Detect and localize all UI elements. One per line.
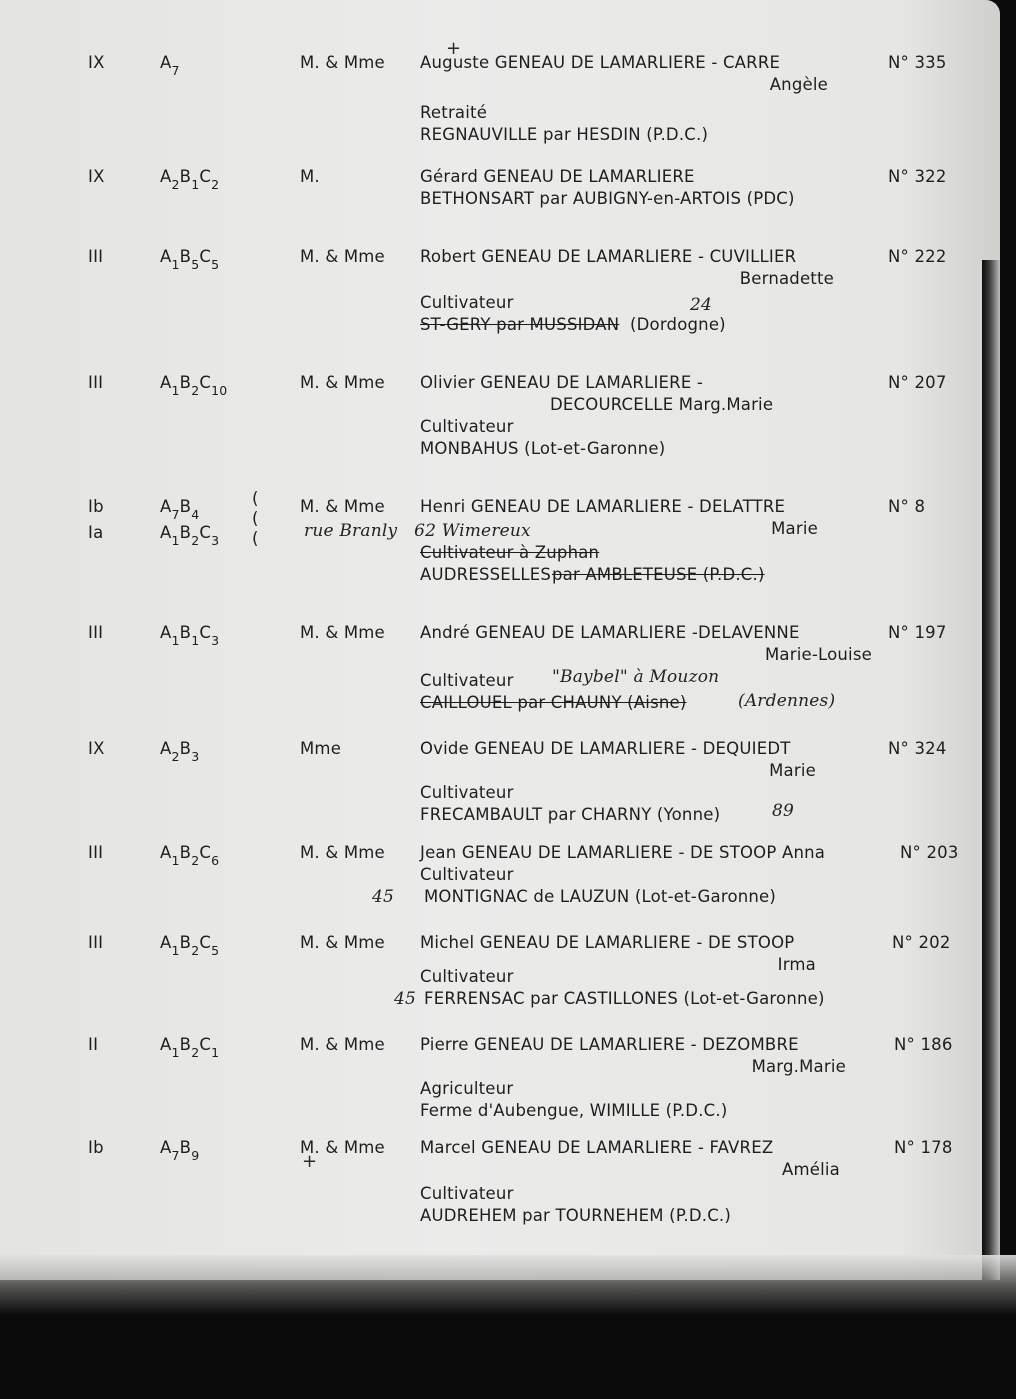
page-edge-shadow (982, 260, 1000, 1280)
address: FRECAMBAULT par CHARNY (Yonne) (420, 805, 721, 824)
occupation: Cultivateur (420, 293, 514, 312)
person-name: Jean GENEAU DE LAMARLIERE - DE STOOP Anna (420, 843, 826, 862)
address: MONBAHUS (Lot-et-Garonne) (420, 439, 666, 458)
person-name: Auguste GENEAU DE LAMARLIERE - CARRE (420, 53, 781, 72)
address: MONTIGNAC de LAUZUN (Lot-et-Garonne) (424, 887, 777, 906)
member-number: N° 202 (892, 933, 951, 952)
handwritten-address: "Baybel" à Mouzon (552, 667, 720, 687)
person-name: Robert GENEAU DE LAMARLIERE - CUVILLIER (420, 247, 797, 266)
entry-class: IX (88, 167, 105, 186)
bracket-mark: ( (252, 489, 259, 508)
genealogy-code: $A_1B_5C_5$ (160, 247, 220, 272)
genealogy-code: $A_1B_2C_{10}$ (160, 373, 228, 398)
person-name: Henri GENEAU DE LAMARLIERE - DELATTRE (420, 497, 786, 516)
occupation: Agriculteur (420, 1079, 514, 1098)
occupation: Cultivateur (420, 1184, 514, 1203)
entry-class: III (88, 843, 104, 862)
genealogy-code: $A_1B_2C_6$ (160, 843, 220, 868)
entry-class-secondary: Ia (88, 523, 104, 542)
genealogy-code: $A_1B_1C_3$ (160, 623, 220, 648)
occupation: Cultivateur (420, 417, 514, 436)
address-struck: CAILLOUEL par CHAUNY (Aisne) (420, 693, 687, 712)
honorific: M. & Mme (300, 373, 385, 392)
honorific: M. & Mme (300, 623, 385, 642)
occupation: Cultivateur (420, 671, 514, 690)
person-name: Ovide GENEAU DE LAMARLIERE - DEQUIEDT (420, 739, 791, 758)
handwritten-address: rue Branly 62 Wimereux (304, 521, 531, 541)
occupation: Cultivateur (420, 865, 514, 884)
person-name: Olivier GENEAU DE LAMARLIERE - (420, 373, 704, 392)
spouse-name: Marie (771, 519, 818, 538)
address-struck: ST-GERY par MUSSIDAN (420, 315, 620, 334)
entry-class: IX (88, 53, 105, 72)
address: AUDRESSELLES (420, 565, 552, 584)
spouse-name: Angèle (769, 75, 828, 94)
entry-class: Ib (88, 1138, 104, 1157)
honorific: M. & Mme (300, 1138, 385, 1157)
member-number: N° 203 (900, 843, 959, 862)
honorific: M. & Mme (300, 843, 385, 862)
handwritten-dept-number: 45 (372, 887, 395, 907)
handwritten-dept-number: 24 (690, 295, 713, 315)
spouse-name: Amélia (782, 1160, 840, 1179)
handwritten-dept-number: 89 (772, 801, 795, 821)
spouse-name: Marg.Marie (751, 1057, 846, 1076)
member-number: N° 335 (888, 53, 947, 72)
genealogy-code-secondary: $A_1B_2C_3$ (160, 523, 220, 548)
member-number: N° 207 (888, 373, 947, 392)
member-number: N° 222 (888, 247, 947, 266)
occupation: Cultivateur (420, 967, 514, 986)
entry-class: Ib (88, 497, 104, 516)
honorific: M. & Mme (300, 497, 385, 516)
entry-class: II (88, 1035, 99, 1054)
entry-class: III (88, 373, 104, 392)
spouse-name: Irma (777, 955, 816, 974)
genealogy-code: $A_2B_3$ (160, 739, 200, 764)
entry-class: IX (88, 739, 105, 758)
member-number: N° 324 (888, 739, 947, 758)
entry-class: III (88, 247, 104, 266)
handwritten-dept-number: 45 (394, 989, 417, 1009)
genealogy-code: $A_7B_4$ (160, 497, 200, 522)
member-number: N° 8 (888, 497, 926, 516)
person-name: André GENEAU DE LAMARLIERE -DELAVENNE (420, 623, 800, 642)
honorific: M. (300, 167, 320, 186)
spouse-name: Marie-Louise (764, 645, 872, 664)
entry-class: III (88, 623, 104, 642)
person-name: Michel GENEAU DE LAMARLIERE - DE STOOP (420, 933, 795, 952)
person-name: Pierre GENEAU DE LAMARLIERE - DEZOMBRE (420, 1035, 799, 1054)
bracket-mark: ( (252, 509, 259, 528)
member-number: N° 178 (894, 1138, 953, 1157)
genealogy-code: $A_1B_2C_5$ (160, 933, 220, 958)
genealogy-code: $A_7$ (160, 53, 180, 78)
person-name: Marcel GENEAU DE LAMARLIERE - FAVREZ (420, 1138, 774, 1157)
page-curl-shadow (0, 1255, 1016, 1315)
handwritten-cross-mark: + (446, 38, 462, 59)
member-number: N° 186 (894, 1035, 953, 1054)
spouse-name: Marie (769, 761, 816, 780)
occupation-struck: Cultivateur à Zuphan (420, 543, 600, 562)
honorific: M. & Mme (300, 1035, 385, 1054)
address: AUDREHEM par TOURNEHEM (P.D.C.) (420, 1206, 731, 1225)
address: FERRENSAC par CASTILLONES (Lot-et-Garonne) (424, 989, 825, 1008)
member-number: N° 322 (888, 167, 947, 186)
handwritten-cross-mark: + (302, 1151, 318, 1172)
address-struck: par AMBLETEUSE (P.D.C.) (552, 565, 765, 584)
handwritten-region: (Ardennes) (738, 691, 836, 711)
genealogy-code: $A_1B_2C_1$ (160, 1035, 220, 1060)
genealogy-code: $A_7B_9$ (160, 1138, 200, 1163)
entry-class: III (88, 933, 104, 952)
honorific: M. & Mme (300, 53, 385, 72)
address-region: (Dordogne) (630, 315, 726, 334)
spouse-name: DECOURCELLE Marg.Marie (550, 395, 774, 414)
member-number: N° 197 (888, 623, 947, 642)
spouse-name: Bernadette (739, 269, 834, 288)
bracket-mark: ( (252, 529, 259, 548)
address: Ferme d'Aubengue, WIMILLE (P.D.C.) (420, 1101, 728, 1120)
honorific: Mme (300, 739, 342, 758)
person-name: Gérard GENEAU DE LAMARLIERE (420, 167, 695, 186)
honorific: M. & Mme (300, 247, 385, 266)
honorific: M. & Mme (300, 933, 385, 952)
genealogy-code: $A_2B_1C_2$ (160, 167, 220, 192)
occupation: Retraité (420, 103, 488, 122)
address: BETHONSART par AUBIGNY-en-ARTOIS (PDC) (420, 189, 795, 208)
occupation: Cultivateur (420, 783, 514, 802)
address: REGNAUVILLE par HESDIN (P.D.C.) (420, 125, 709, 144)
